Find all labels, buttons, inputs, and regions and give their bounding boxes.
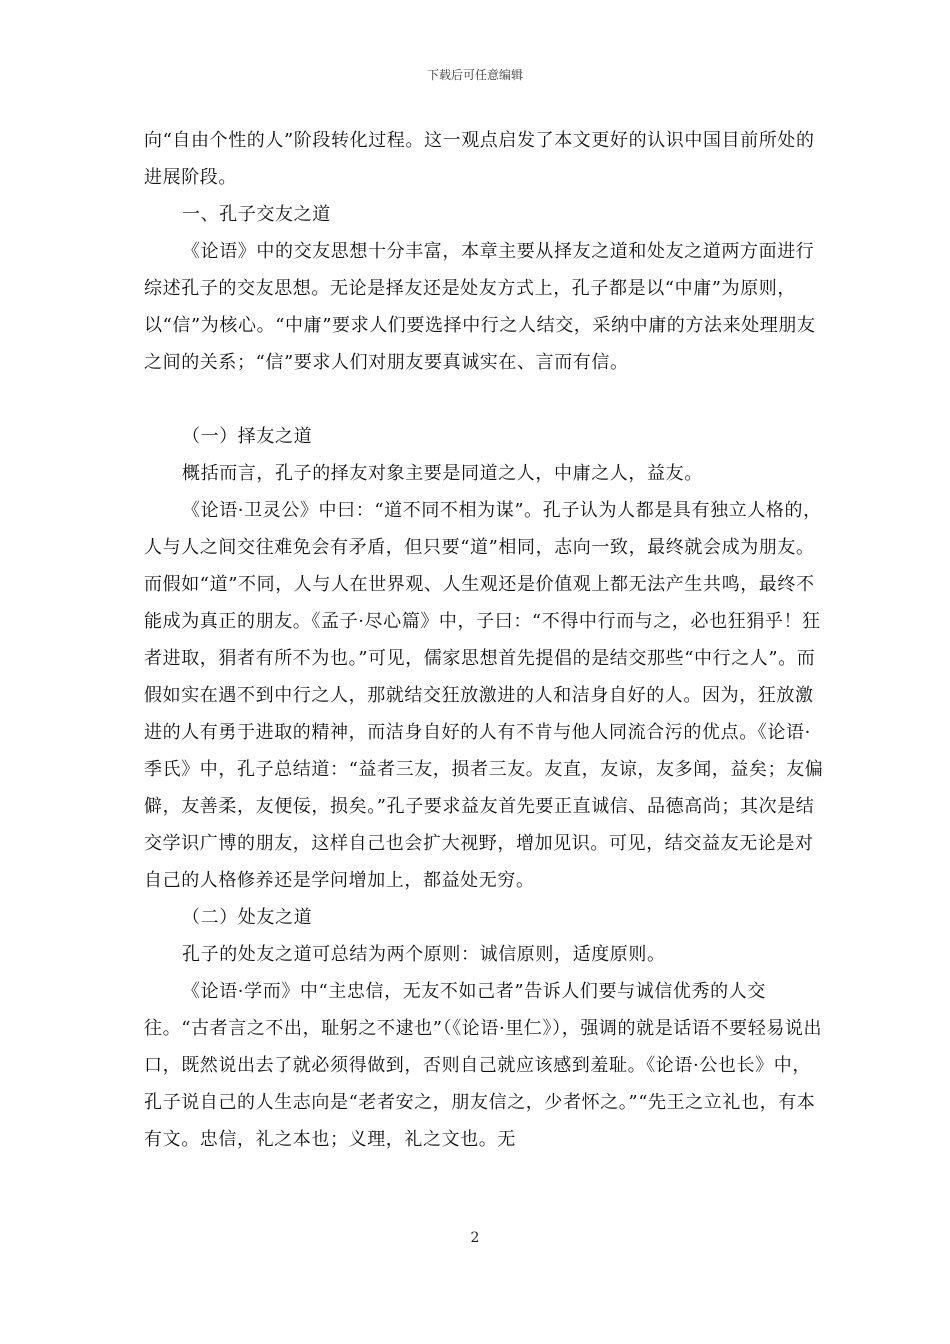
page-number: 2 xyxy=(470,1230,480,1246)
paragraph-intro: 《论语》中的交友思想十分丰富，本章主要从择友之道和处友之道两方面进行综述孔子的交友思想。无论是择友还是处友方式上，孔子都是以“中庸”为原则，以“信”为核心。“中庸”要求人们要选择中行之人结交，采纳中庸的方法来处理朋友之间的关系；“信”要求人们对朋友要真诚实在、言而有信。 xyxy=(144,241,816,373)
paragraph-continuation: 向“自由个性的人”阶段转化过程。这一观点启发了本文更好的认识中国目前所处的进展阶段。 xyxy=(144,130,815,188)
document-body xyxy=(144,122,824,1158)
subsection-heading-1: （一）择友之道 xyxy=(182,426,313,447)
paragraph-treating-friends: 《论语·学而》中“主忠信，无友不如己者”告诉人们要与诚信优秀的人交往。“古者言之不出，耻躬之不逮也”（《论语·里仁》），强调的就是话语不要轻易说出口，既然说出去了就必须得做到，否则自己就应该感到羞耻。《论语·公也长》中，孔子说自己的人生志向是“老者安之，朋友信之，少者怀之。”“先王之立礼也，有本有文。忠信，礼之本也；义理，礼之文也。无 xyxy=(144,981,823,1150)
paragraph-summary-treating: 孔子的处友之道可总结为两个原则：诚信原则，适度原则。 xyxy=(182,944,666,965)
paragraph-choosing-friends: 《论语·卫灵公》中曰：“道不同不相为谋”。孔子认为人都是具有独立人格的，人与人之间交往难免会有矛盾，但只要“道”相同，志向一致，最终就会成为朋友。而假如“道”不同，人与人在世界观、人生观还是价值观上都无法产生共鸣，最终不能成为真正的朋友。《孟子·尽心篇》中，子曰：“不得中行而与之，必也狂狷乎！狂者进取，狷者有所不为也。”可见，儒家思想首先提倡的是结交那些“中行之人”。而假如实在遇不到中行之人，那就结交狂放激进的人和洁身自好的人。因为，狂放激进的人有勇于进取的精神，而洁身自好的人有不肯与他人同流合污的优点。《论语·季氏》中，孔子总结道：“益者三友，损者三友。友直，友谅，友多闻，益矣；友偏僻，友善柔，友便佞，损矣。”孔子要求益友首先要正直诚信、品德高尚；其次是结交学识广博的朋友，这样自己也会扩大视野，增加见识。可见，结交益友无论是对自己的人格修养还是学问增加上，都益处无穷。 xyxy=(144,500,824,891)
page-header: 下载后可任意编辑 xyxy=(426,68,523,82)
section-heading-1: 一、孔子交友之道 xyxy=(182,204,331,225)
paragraph-summary-choosing: 概括而言，孔子的择友对象主要是同道之人，中庸之人，益友。 xyxy=(182,463,703,484)
subsection-heading-2: （二）处友之道 xyxy=(182,907,313,928)
paragraph-spacer xyxy=(144,381,824,418)
